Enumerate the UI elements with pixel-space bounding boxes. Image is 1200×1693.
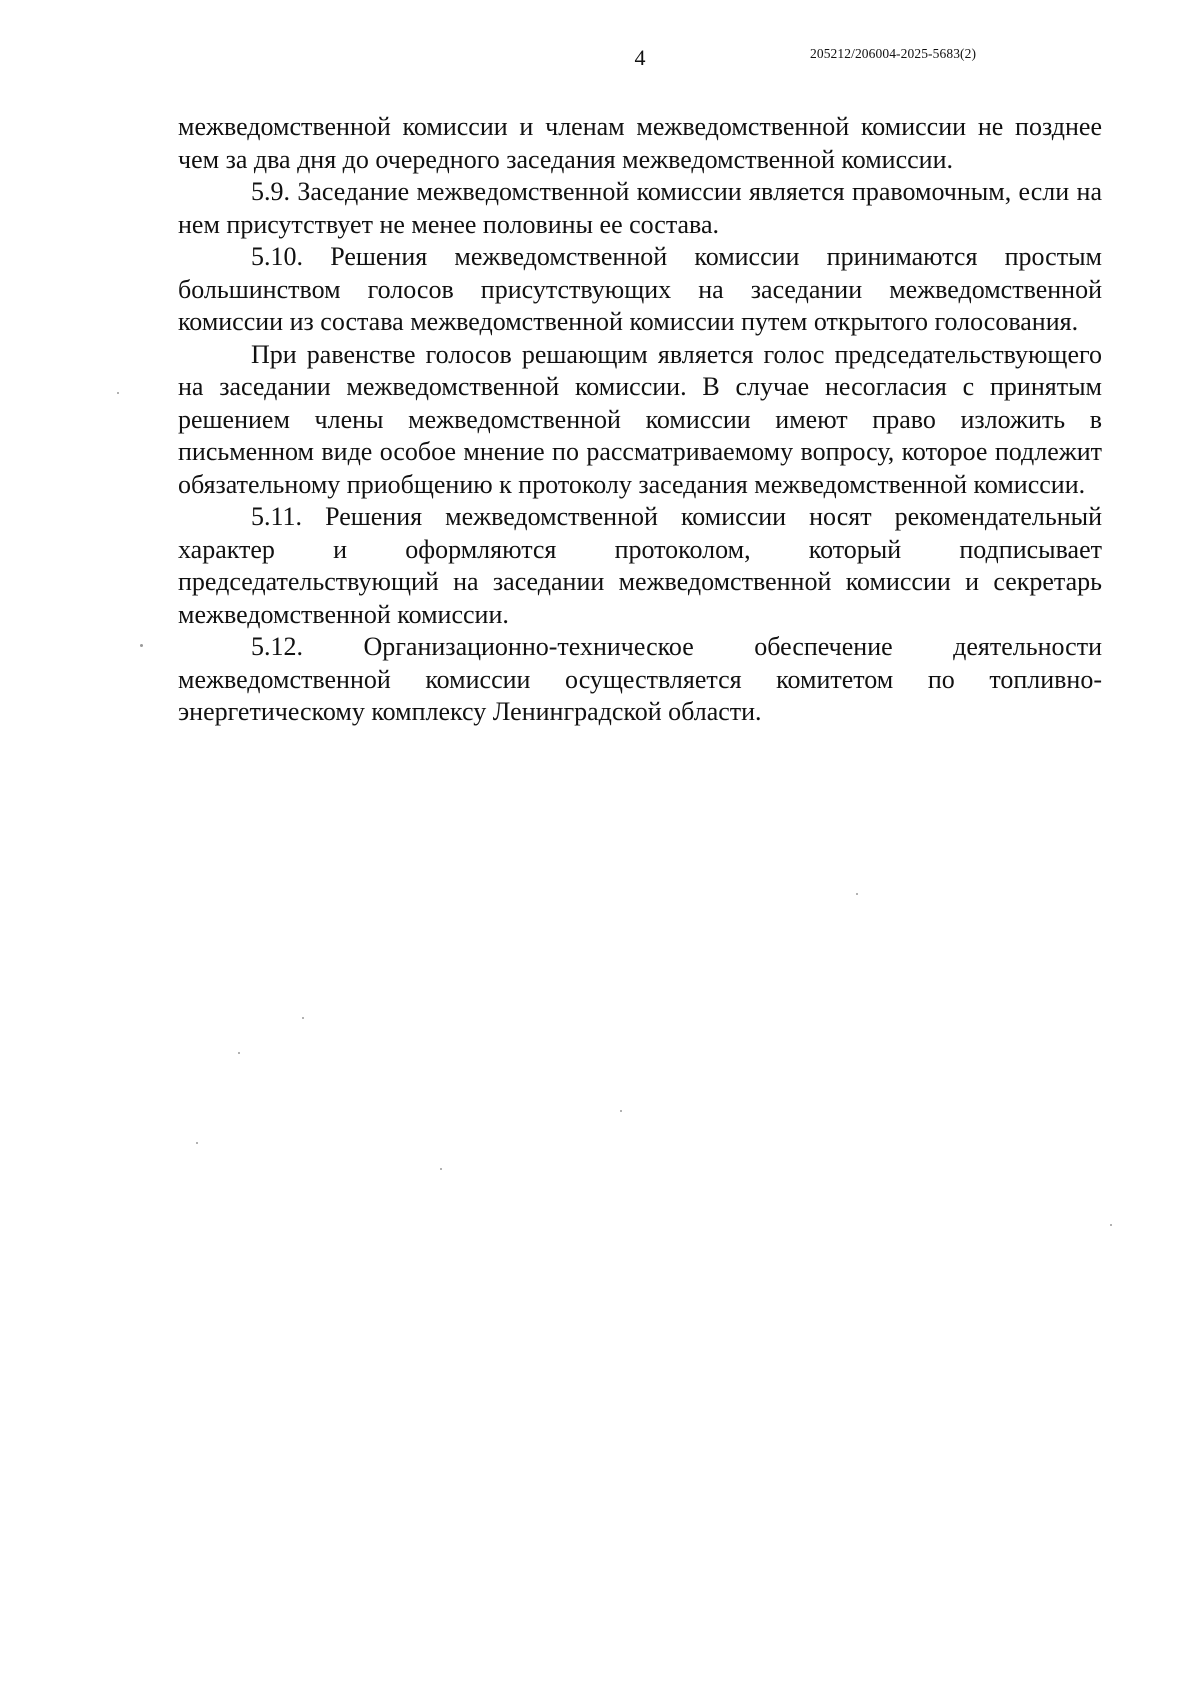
scan-speck xyxy=(196,1142,198,1144)
scan-speck xyxy=(1110,1224,1112,1226)
scan-speck xyxy=(117,392,119,394)
paragraph-5-10: 5.10. Решения межведомственной комиссии принимаются простым большинством голосов присутствующих на заседании межведомственной комиссии из состава межведомственной комиссии путем открытого голосования. xyxy=(178,242,1102,336)
paragraph-5-12: 5.12. Организационно-техническое обеспечение деятельности межведомственной комиссии осуществляется комитетом по топливно-энергетическому комплексу Ленинградской области. xyxy=(178,632,1102,726)
scan-speck xyxy=(440,1168,442,1170)
paragraph-continuation: межведомственной комиссии и членам межведомственной комиссии не позднее чем за два дня до очередного заседания межведомственной комиссии. xyxy=(178,112,1102,174)
scan-speck xyxy=(238,1052,240,1054)
paragraph-5-9: 5.9. Заседание межведомственной комиссии является правомочным, если на нем присутствует не менее половины ее состава. xyxy=(178,177,1102,239)
scan-speck xyxy=(302,1017,304,1019)
paragraph-5-11: 5.11. Решения межведомственной комиссии носят рекомендательный характер и оформляются протоколом, который подписывает председательствующий на заседании межведомственной комиссии и секретарь межведомственной комиссии. xyxy=(178,502,1102,629)
page-number: 4 xyxy=(634,45,646,70)
scan-speck xyxy=(140,644,143,647)
scan-speck xyxy=(856,893,858,895)
scan-speck xyxy=(620,1110,622,1112)
document-registration-number: 205212/206004-2025-5683(2) xyxy=(810,46,977,61)
document-body xyxy=(178,111,1102,729)
paragraph-tie-vote: При равенстве голосов решающим является голос председательствующего на заседании межведомственной комиссии. В случае несогласия с принятым решением члены межведомственной комиссии имеют право изложить в письменном виде особое мнение по рассматриваемому вопросу, которое подлежит обязательному приобщению к протоколу заседания межведомственной комиссии. xyxy=(178,339,1102,499)
